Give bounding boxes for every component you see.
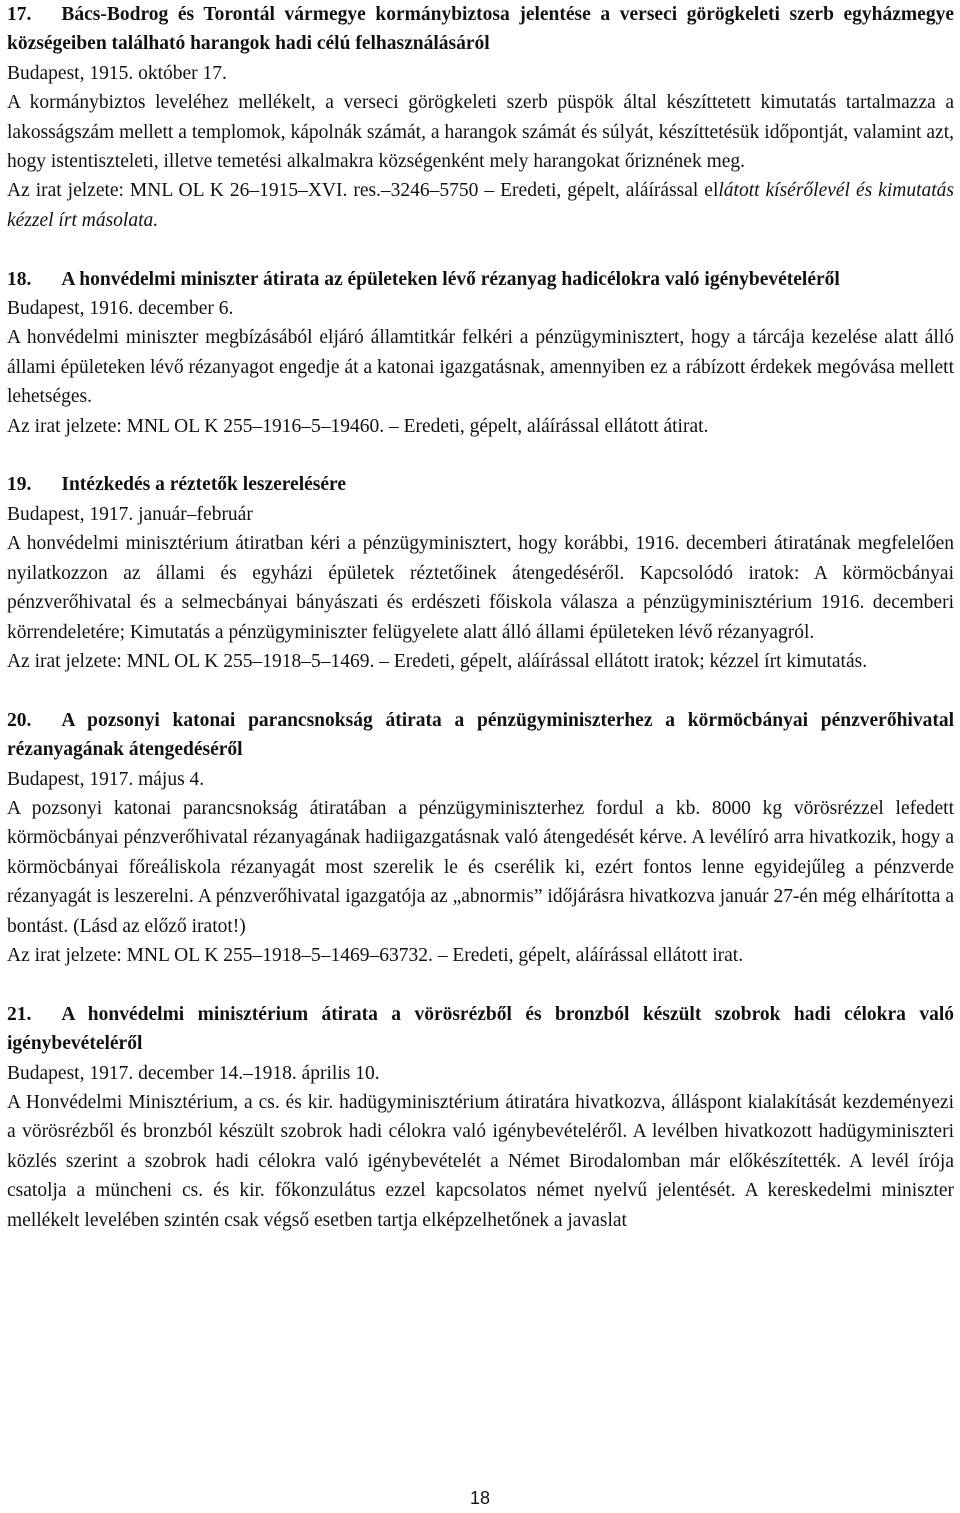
entry-reference-italic: látott kísérőlevél és kimutatás kézzel írt másolata. <box>7 180 954 231</box>
entry-title-text: A pozsonyi katonai parancsnokság átirata a pénzügyminiszterhez a körmöcbányai pénzverőhivatal rézanyagának átengedéséről <box>7 709 954 761</box>
entry-reference: Az irat jelzete: MNL OL K 255–1918–5–1469–63732. – Eredeti, gépelt, aláírással ellátott irat. <box>7 944 744 966</box>
entry-body: A pozsonyi katonai parancsnokság átiratában a pénzügyminiszterhez fordul a kb. 8000 kg vörösrézzel lefedett körmöcbányai pénzverőhivatal rézanyagának hadiigazgatásnak való átengedését kérve. A levélíró arra hivatkozik, hogy a körmöcbányai főreáliskola rézanyagát most szerelik le és cserélik ki, ezért fontos lenne egyidejűleg a pénzverde rézanyagát is leszerelni. A pénzverőhivatal igazgatója az „abnormis” időjárásra hivatkozva január 27-én még elhárította a bontást. (Lásd az előző iratot!) <box>7 797 954 937</box>
entry-title <box>7 1000 954 1059</box>
entry-21 <box>7 1000 954 1235</box>
entry-number: 17. <box>7 4 32 25</box>
entry-number: 21. <box>7 1003 32 1025</box>
entry-reference: Az irat jelzete: MNL OL K 255–1916–5–19460. – Eredeti, gépelt, aláírással ellátott átirat. <box>7 415 709 437</box>
page-number: 18 <box>469 1488 491 1508</box>
document-page <box>7 0 954 1470</box>
entry-17 <box>7 0 954 235</box>
entry-reference-text: Az irat jelzete: MNL OL K 26–1915–XVI. res.–3246–5750 – Eredeti, gépelt, aláírással el <box>7 180 719 202</box>
entry-title <box>7 265 954 294</box>
entry-reference: Az irat jelzete: MNL OL K 255–1918–5–1469. – Eredeti, gépelt, aláírással ellátott iratok; kézzel írt kimutatás. <box>7 650 868 672</box>
entry-title-text: A honvédelmi minisztérium átirata a vörösrézből és bronzból készült szobrok hadi célokra való igénybevételéről <box>7 1003 954 1055</box>
entry-number: 19. <box>7 474 32 496</box>
entry-date: Budapest, 1917. december 14.–1918. április 10. <box>7 1062 380 1084</box>
entry-date: Budapest, 1917. május 4. <box>7 768 205 790</box>
entry-19 <box>7 470 954 676</box>
entry-20 <box>7 706 954 971</box>
entry-date: Budapest, 1915. október 17. <box>7 62 227 84</box>
entry-body: A kormánybiztos leveléhez mellékelt, a verseci görögkeleti szerb püspök által készíttetett kimutatás tartalmazza a lakosságszám mellett a templomok, kápolnák számát, a harangok számát és súlyát, készíttetésük időpontját, valamint azt, hogy istentiszteleti, illetve temetési alkalmakra községenként mely harangokat őriznének meg. <box>7 92 954 173</box>
entry-number: 20. <box>7 709 32 731</box>
entry-title-text: A honvédelmi miniszter átirata az épületeken lévő rézanyag hadicélokra való igénybevételéről <box>61 268 840 290</box>
entry-reference <box>7 176 954 235</box>
entry-body: A Honvédelmi Minisztérium, a cs. és kir. hadügyminisztérium átiratára hivatkozva, álláspont kialakítását kezdeményezi a vörösrézből és bronzból készült szobrok hadi célokra való igénybevételéről. A levélben hivatkozott hadügyminiszteri közlés szerint a szobrok hadi célokra való igénybevételét a Német Birodalomban már előkészítették. A levél írója csatolja a müncheni cs. és kir. főkonzulátus ezzel kapcsolatos német nyelvű jelentését. A kereskedelmi miniszter mellékelt levelében szintén csak végső esetben tartja elképzelhetőnek a javaslat <box>7 1091 954 1231</box>
entry-title <box>7 470 954 499</box>
entry-body: A honvédelmi minisztérium átiratban kéri a pénzügyminisztert, hogy korábbi, 1916. decemberi átiratának megfelelően nyilatkozzon az állami és egyházi épületek réztetőinek átengedéséről. Kapcsolódó iratok: A körmöcbányai pénzverőhivatal és a selmecbányai bányászati és erdészeti főiskola válasza a pénzügyminisztérium 1916. decemberi körrendeletére; Kimutatás a pénzügyminiszter felügyelete alatt álló állami épületeken lévő rézanyagról. <box>7 533 954 643</box>
entry-date: Budapest, 1917. január–február <box>7 503 253 525</box>
entry-body: A honvédelmi miniszter megbízásából eljáró államtitkár felkéri a pénzügyminisztert, hogy a tárcája kezelése alatt álló állami épületeken lévő rézanyagot engedje át a katonai igazgatásnak, amennyiben ez a rábízott érdekek megóvása mellett lehetséges. <box>7 327 954 408</box>
entry-title-text: Bács-Bodrog és Torontál vármegye kormánybiztosa jelentése a verseci görögkeleti szerb egyházmegye községeiben található harangok hadi célú felhasználásáról <box>7 4 954 55</box>
entry-title <box>7 0 954 59</box>
entry-number: 18. <box>7 268 32 290</box>
entry-title-text: Intézkedés a réztetők leszerelésére <box>61 474 346 496</box>
entry-title <box>7 706 954 765</box>
entry-18 <box>7 265 954 441</box>
entry-date: Budapest, 1916. december 6. <box>7 298 234 320</box>
